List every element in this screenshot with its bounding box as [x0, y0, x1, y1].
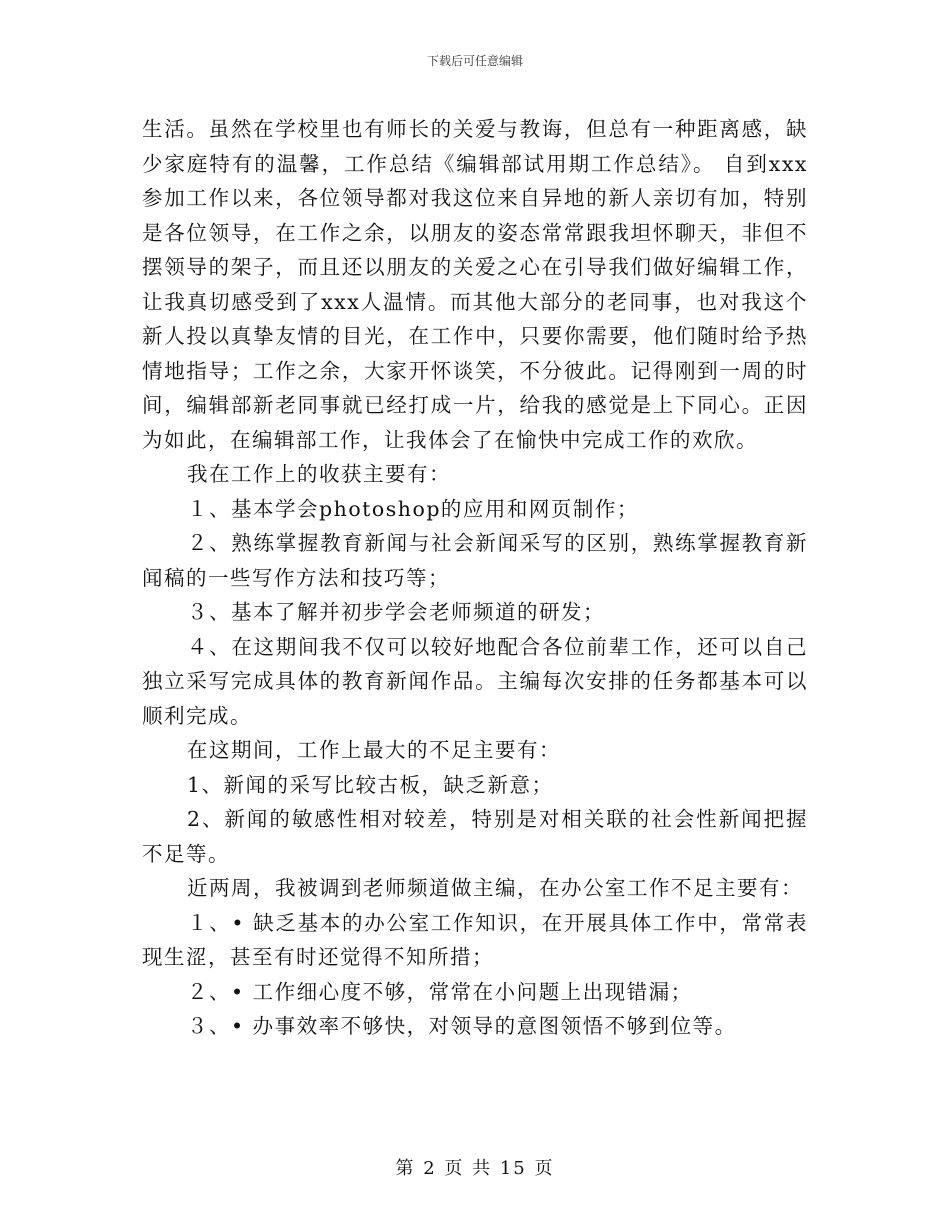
list-item-gain-2: ２、熟练掌握教育新闻与社会新闻采写的区别，熟练掌握教育新闻稿的一些写作方法和技巧等； [142, 531, 808, 590]
list-item-office-3: ３、• 办事效率不够快，对领导的意图领悟不够到位等。 [187, 1014, 737, 1038]
list-item-shortcoming-1: 1、新闻的采写比较古板，缺乏新意； [187, 772, 554, 797]
document-body [142, 112, 808, 1044]
list-item-shortcoming-2: 2、新闻的敏感性相对较差，特别是对相关联的社会性新闻把握不足等。 [142, 807, 808, 866]
paragraph-continuation: 生活。虽然在学校里也有师长的关爱与教诲，但总有一种距离感，缺少家庭特有的温馨，工作总结《编辑部试用期工作总结》。 自到xxx参加工作以来，各位领导都对我这位来自异地的新人亲切有加，特别是各位领导，在工作之余，以朋友的姿态常常跟我坦怀聊天，非但不摆领导的架子，而且还以朋友的关爱之心在引导我们做好编辑工作，让我真切感受到了xxx人温情。而其他大部分的老同事，也对我这个新人投以真挚友情的目光，在工作中，只要你需要，他们随时给予热情地指导；工作之余，大家开怀谈笑，不分彼此。记得刚到一周的时间，编辑部新老同事就已经打成一片，给我的感觉是上下同心。正因为如此，在编辑部工作，让我体会了在愉快中完成工作的欢欣。 [142, 117, 808, 452]
list-item-office-2: ２、• 工作细心度不够，常常在小问题上出现错漏； [187, 979, 693, 1004]
paragraph-gains-heading: 我在工作上的收获主要有： [187, 462, 451, 486]
list-item-gain-3: ３、基本了解并初步学会老师频道的研发； [187, 600, 605, 624]
list-item-office-1: １、• 缺乏基本的办公室工作知识，在开展具体工作中，常常表现生涩，甚至有时还觉得不知所措； [142, 910, 808, 969]
paragraph-shortcomings-heading: 在这期间，工作上最大的不足主要有： [187, 738, 561, 762]
page-header: 下载后可任意编辑 [426, 54, 523, 68]
paragraph-office-heading: 近两周，我被调到老师频道做主编，在办公室工作不足主要有： [187, 876, 803, 900]
page-number: 第 2 页 共 15 页 [395, 1158, 555, 1179]
list-item-gain-1: １、基本学会photoshop的应用和网页制作； [187, 496, 639, 521]
list-item-gain-4: ４、在这期间我不仅可以较好地配合各位前辈工作，还可以自己独立采写完成具体的教育新闻作品。主编每次安排的任务都基本可以顺利完成。 [142, 634, 808, 728]
